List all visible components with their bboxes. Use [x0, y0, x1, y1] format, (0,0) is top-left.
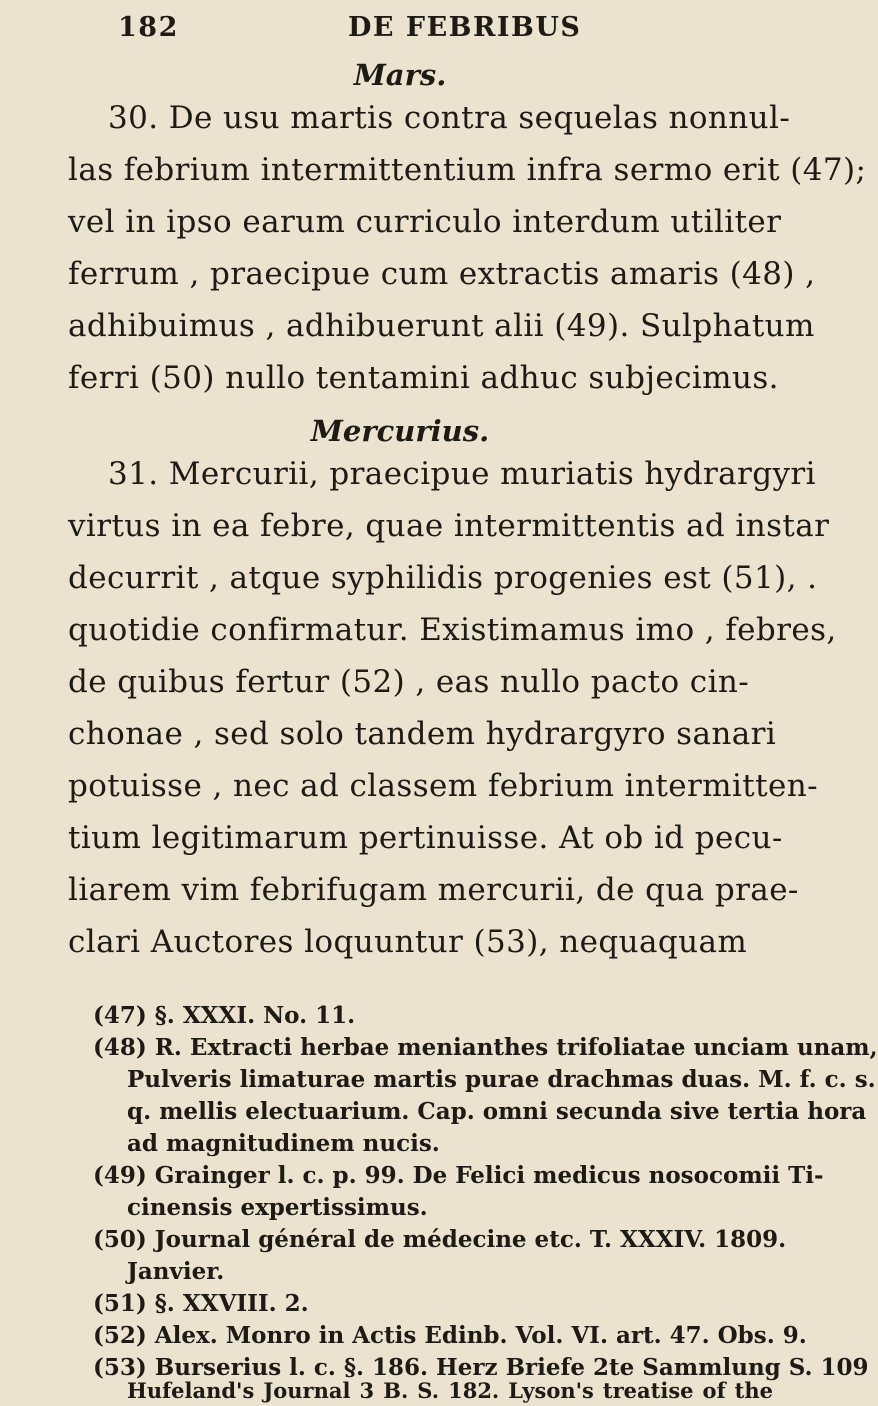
- running-head: DE FEBRIBUS: [348, 12, 582, 43]
- footnote-53: (53) Burserius l. c. §. 186. Herz Briefe 2te Sammlung S. 109: [93, 1354, 869, 1381]
- body-line: liarem vim febrifugam mercurii, de qua prae-: [68, 872, 799, 908]
- page-number: 182: [118, 12, 179, 43]
- body-line: 30. De usu martis contra sequelas nonnul-: [108, 100, 791, 136]
- footnote-50: (50) Journal général de médecine etc. T. XXXIV. 1809.: [93, 1226, 787, 1253]
- body-line: ferrum , praecipue cum extractis amaris (48) ,: [68, 256, 816, 292]
- body-line: decurrit , atque syphilidis progenies est (51), .: [68, 560, 818, 596]
- footnote-48-cont: q. mellis electuarium. Cap. omni secunda sive tertia hora: [127, 1098, 867, 1125]
- footnote-51: (51) §. XXVIII. 2.: [93, 1290, 309, 1317]
- body-line: virtus in ea febre, quae intermittentis ad instar: [68, 508, 830, 544]
- footnote-47: (47) §. XXXI. No. 11.: [93, 1002, 356, 1029]
- footnote-52: (52) Alex. Monro in Actis Edinb. Vol. VI. art. 47. Obs. 9.: [93, 1322, 807, 1349]
- body-line: 31. Mercurii, praecipue muriatis hydrargyri: [108, 456, 816, 492]
- footnote-48: (48) R. Extracti herbae menianthes trifoliatae unciam unam,: [93, 1034, 878, 1061]
- body-line: chonae , sed solo tandem hydrargyro sanari: [68, 716, 777, 752]
- section-title-mercurius: Mercurius.: [310, 414, 490, 448]
- body-line: tium legitimarum pertinuisse. At ob id pecu-: [68, 820, 783, 856]
- footnote-53-cont: Hufeland's Journal 3 B. S. 182. Lyson's treatise of the: [127, 1378, 773, 1403]
- footnote-50-cont: Janvier.: [127, 1258, 225, 1285]
- footnote-49-cont: cinensis expertissimus.: [127, 1194, 428, 1221]
- footnote-48-cont: Pulveris limaturae martis purae drachmas duas. M. f. c. s.: [127, 1066, 876, 1093]
- page-header: [118, 8, 718, 52]
- footnote-48-cont: ad magnitudinem nucis.: [127, 1130, 440, 1157]
- body-line: ferri (50) nullo tentamini adhuc subjecimus.: [68, 360, 779, 396]
- section-title-mars: Mars.: [353, 58, 447, 92]
- body-line: quotidie confirmatur. Existimamus imo , febres,: [68, 612, 837, 648]
- footnote-49: (49) Grainger l. c. p. 99. De Felici medicus nosocomii Ti-: [93, 1162, 824, 1189]
- body-line: adhibuimus , adhibuerunt alii (49). Sulphatum: [68, 308, 815, 344]
- body-line: potuisse , nec ad classem febrium intermitten-: [68, 768, 818, 804]
- body-line: vel in ipso earum curriculo interdum utiliter: [68, 204, 782, 240]
- body-line: clari Auctores loquuntur (53), nequaquam: [68, 924, 748, 960]
- body-line: de quibus fertur (52) , eas nullo pacto cin-: [68, 664, 750, 700]
- body-line: las febrium intermittentium infra sermo erit (47);: [68, 152, 867, 188]
